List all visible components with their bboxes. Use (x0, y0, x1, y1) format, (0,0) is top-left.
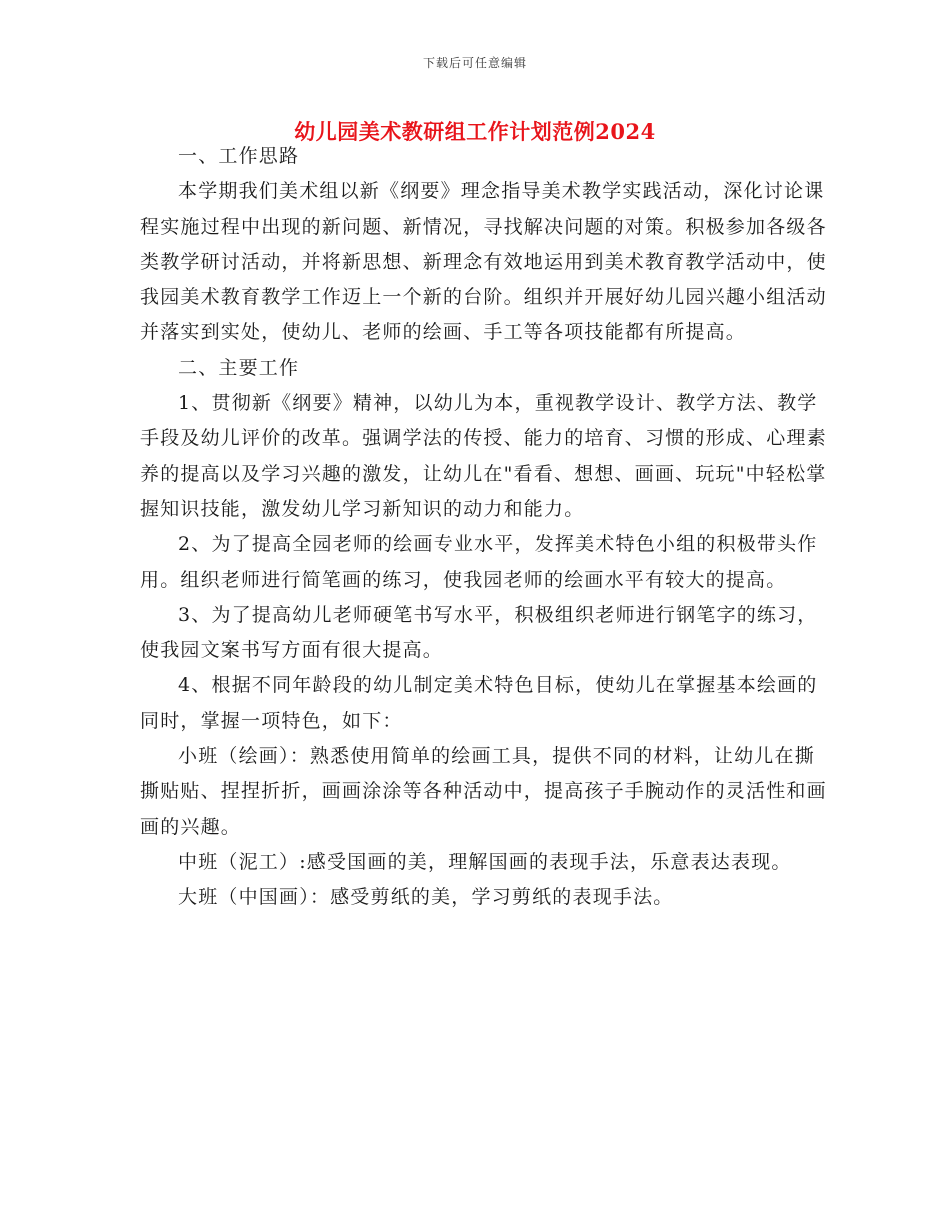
paragraph-work-ideas: 本学期我们美术组以新《纲要》理念指导美术教学实践活动，深化讨论课程实施过程中出现的新问题、新情况，寻找解决问题的对策。积极参加各级各类教学研讨活动，并将新思想、新理念有效地运用到美术教育教学活动中，使我园美术教育教学工作迈上一个新的台阶。组织并开展好幼儿园兴趣小组活动并落实到实处，使幼儿、老师的绘画、手工等各项技能都有所提高。 (140, 180, 827, 344)
paragraph-large-class: 大班（中国画）：感受剪纸的美，学习剪纸的表现手法。 (178, 886, 674, 909)
paragraph-small-class: 小班（绘画）：熟悉使用简单的绘画工具，提供不同的材料，让幼儿在撕撕贴贴、捏捏折折，画画涂涂等各种活动中，提高孩子手腕动作的灵活性和画画的兴趣。 (140, 745, 827, 838)
paragraph-item-2: 2、为了提高全园老师的绘画专业水平，发挥美术特色小组的积极带头作用。组织老师进行简笔画的练习，使我园老师的绘画水平有较大的提高。 (140, 533, 818, 591)
header-note: 下载后可任意编辑 (422, 56, 527, 70)
paragraph-item-3: 3、为了提高幼儿老师硬笔书写水平，积极组织老师进行钢笔字的练习，使我园文案书写方面有很大提高。 (140, 603, 818, 662)
paragraph-middle-class: 中班（泥工）:感受国画的美，理解国画的表现手法，乐意表达表现。 (178, 850, 792, 873)
paragraph-item-1: 1、贯彻新《纲要》精神，以幼儿为本，重视教学设计、教学方法、教学手段及幼儿评价的改革。强调学法的传授、能力的培育、习惯的形成、心理素养的提高以及学习兴趣的激发，让幼儿在"看看、想想、画画、玩玩"中轻松掌握知识技能，激发幼儿学习新知识的动力和能力。 (140, 392, 827, 520)
document-body (140, 139, 830, 916)
section-heading-work-ideas: 一、工作思路 (178, 145, 300, 167)
section-heading-main-work: 二、主要工作 (178, 356, 300, 379)
document-title: 幼儿园美术教研组工作计划范例2024 (294, 119, 656, 144)
paragraph-item-4: 4、根据不同年龄段的幼儿制定美术特色目标，使幼儿在掌握基本绘画的同时，掌握一项特色，如下： (140, 674, 818, 732)
